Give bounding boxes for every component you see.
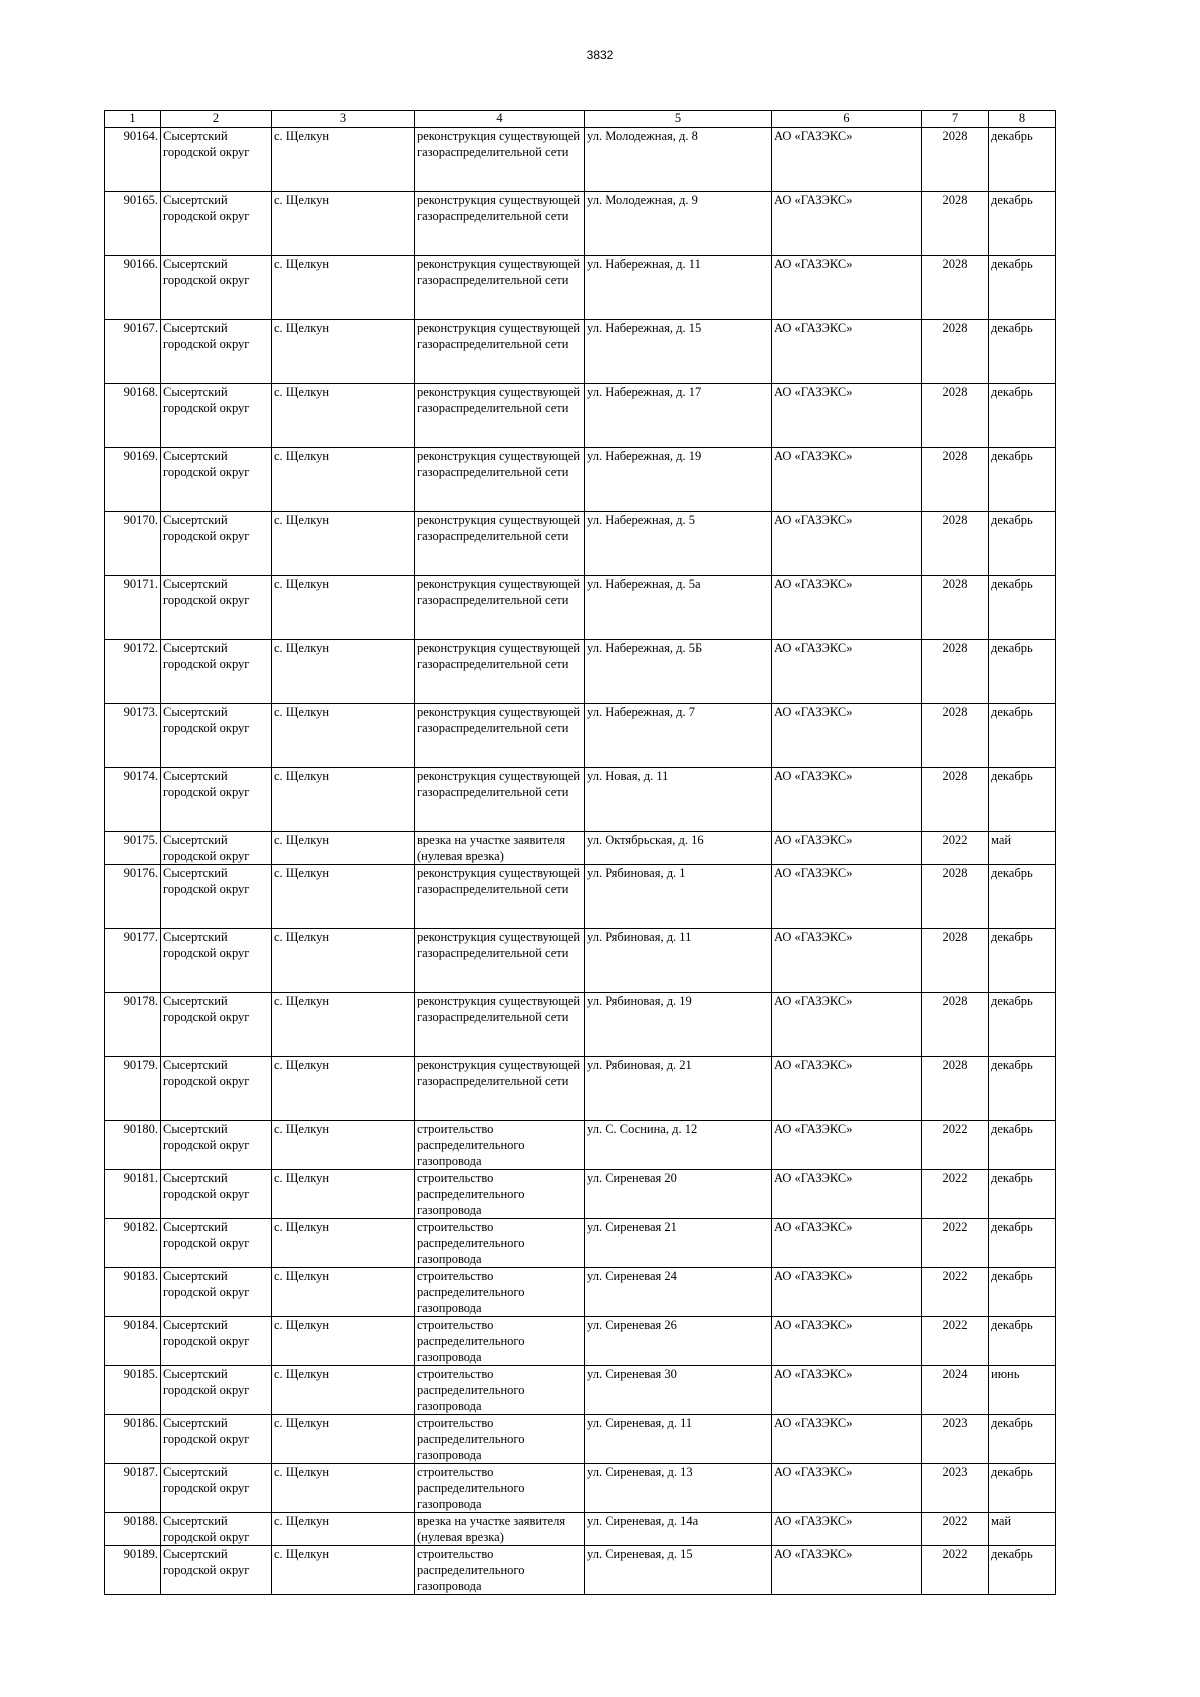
district-cell: Сысертский городской округ xyxy=(161,128,272,192)
month-cell: декабрь xyxy=(989,1464,1056,1513)
row-number-cell: 90170. xyxy=(105,512,161,576)
table-row xyxy=(105,1366,1056,1415)
district-cell: Сысертский городской округ xyxy=(161,768,272,832)
year-cell: 2023 xyxy=(922,1415,989,1464)
district-cell: Сысертский городской округ xyxy=(161,832,272,865)
row-number-cell: 90178. xyxy=(105,993,161,1057)
organization-cell: АО «ГАЗЭКС» xyxy=(772,832,922,865)
table-row xyxy=(105,1268,1056,1317)
year-cell: 2028 xyxy=(922,865,989,929)
organization-cell: АО «ГАЗЭКС» xyxy=(772,448,922,512)
organization-cell: АО «ГАЗЭКС» xyxy=(772,1057,922,1121)
work-type-cell: врезка на участке заявителя (нулевая врезка) xyxy=(415,832,585,865)
table-row xyxy=(105,192,1056,256)
year-cell: 2028 xyxy=(922,1057,989,1121)
work-type-cell: реконструкция существующей газораспределительной сети xyxy=(415,1057,585,1121)
month-cell: июнь xyxy=(989,1366,1056,1415)
district-cell: Сысертский городской округ xyxy=(161,1415,272,1464)
address-cell: ул. Сиреневая, д. 11 xyxy=(585,1415,772,1464)
organization-cell: АО «ГАЗЭКС» xyxy=(772,576,922,640)
address-cell: ул. С. Соснина, д. 12 xyxy=(585,1121,772,1170)
row-number-cell: 90166. xyxy=(105,256,161,320)
locality-cell: с. Щелкун xyxy=(272,512,415,576)
table-row xyxy=(105,1415,1056,1464)
gas-register-table xyxy=(104,110,1056,1595)
work-type-cell: реконструкция существующей газораспределительной сети xyxy=(415,993,585,1057)
district-cell: Сысертский городской округ xyxy=(161,1170,272,1219)
address-cell: ул. Набережная, д. 17 xyxy=(585,384,772,448)
district-cell: Сысертский городской округ xyxy=(161,192,272,256)
row-number-cell: 90189. xyxy=(105,1546,161,1595)
table-row xyxy=(105,1057,1056,1121)
locality-cell: с. Щелкун xyxy=(272,832,415,865)
district-cell: Сысертский городской округ xyxy=(161,1546,272,1595)
month-cell: декабрь xyxy=(989,1268,1056,1317)
locality-cell: с. Щелкун xyxy=(272,768,415,832)
year-cell: 2022 xyxy=(922,1219,989,1268)
column-number-row xyxy=(105,111,1056,128)
district-cell: Сысертский городской округ xyxy=(161,320,272,384)
month-cell: декабрь xyxy=(989,704,1056,768)
year-cell: 2028 xyxy=(922,929,989,993)
work-type-cell: строительство распределительного газопровода xyxy=(415,1546,585,1595)
work-type-cell: строительство распределительного газопровода xyxy=(415,1219,585,1268)
work-type-cell: строительство распределительного газопровода xyxy=(415,1268,585,1317)
row-number-cell: 90173. xyxy=(105,704,161,768)
work-type-cell: реконструкция существующей газораспределительной сети xyxy=(415,704,585,768)
organization-cell: АО «ГАЗЭКС» xyxy=(772,1317,922,1366)
district-cell: Сысертский городской округ xyxy=(161,1464,272,1513)
district-cell: Сысертский городской округ xyxy=(161,704,272,768)
work-type-cell: реконструкция существующей газораспределительной сети xyxy=(415,512,585,576)
column-header: 7 xyxy=(922,111,989,128)
month-cell: декабрь xyxy=(989,1546,1056,1595)
table-row xyxy=(105,1546,1056,1595)
month-cell: декабрь xyxy=(989,1317,1056,1366)
month-cell: декабрь xyxy=(989,1219,1056,1268)
year-cell: 2022 xyxy=(922,1317,989,1366)
locality-cell: с. Щелкун xyxy=(272,1546,415,1595)
organization-cell: АО «ГАЗЭКС» xyxy=(772,1170,922,1219)
year-cell: 2028 xyxy=(922,128,989,192)
address-cell: ул. Набережная, д. 15 xyxy=(585,320,772,384)
row-number-cell: 90172. xyxy=(105,640,161,704)
district-cell: Сысертский городской округ xyxy=(161,1513,272,1546)
organization-cell: АО «ГАЗЭКС» xyxy=(772,1219,922,1268)
address-cell: ул. Набережная, д. 11 xyxy=(585,256,772,320)
locality-cell: с. Щелкун xyxy=(272,1317,415,1366)
locality-cell: с. Щелкун xyxy=(272,576,415,640)
column-header: 1 xyxy=(105,111,161,128)
column-header: 3 xyxy=(272,111,415,128)
organization-cell: АО «ГАЗЭКС» xyxy=(772,128,922,192)
locality-cell: с. Щелкун xyxy=(272,1219,415,1268)
organization-cell: АО «ГАЗЭКС» xyxy=(772,640,922,704)
locality-cell: с. Щелкун xyxy=(272,320,415,384)
work-type-cell: реконструкция существующей газораспределительной сети xyxy=(415,576,585,640)
locality-cell: с. Щелкун xyxy=(272,1415,415,1464)
month-cell: декабрь xyxy=(989,1415,1056,1464)
row-number-cell: 90168. xyxy=(105,384,161,448)
table-row xyxy=(105,768,1056,832)
work-type-cell: реконструкция существующей газораспределительной сети xyxy=(415,384,585,448)
table-row xyxy=(105,128,1056,192)
month-cell: май xyxy=(989,832,1056,865)
table-row xyxy=(105,640,1056,704)
year-cell: 2024 xyxy=(922,1366,989,1415)
row-number-cell: 90179. xyxy=(105,1057,161,1121)
district-cell: Сысертский городской округ xyxy=(161,929,272,993)
month-cell: декабрь xyxy=(989,320,1056,384)
table-row xyxy=(105,865,1056,929)
month-cell: декабрь xyxy=(989,512,1056,576)
address-cell: ул. Новая, д. 11 xyxy=(585,768,772,832)
locality-cell: с. Щелкун xyxy=(272,865,415,929)
district-cell: Сысертский городской округ xyxy=(161,640,272,704)
year-cell: 2023 xyxy=(922,1464,989,1513)
locality-cell: с. Щелкун xyxy=(272,993,415,1057)
column-header: 6 xyxy=(772,111,922,128)
work-type-cell: строительство распределительного газопровода xyxy=(415,1317,585,1366)
month-cell: декабрь xyxy=(989,576,1056,640)
organization-cell: АО «ГАЗЭКС» xyxy=(772,865,922,929)
year-cell: 2028 xyxy=(922,640,989,704)
organization-cell: АО «ГАЗЭКС» xyxy=(772,256,922,320)
year-cell: 2028 xyxy=(922,320,989,384)
locality-cell: с. Щелкун xyxy=(272,1121,415,1170)
year-cell: 2022 xyxy=(922,1546,989,1595)
month-cell: декабрь xyxy=(989,192,1056,256)
table-row xyxy=(105,1219,1056,1268)
row-number-cell: 90174. xyxy=(105,768,161,832)
month-cell: декабрь xyxy=(989,993,1056,1057)
row-number-cell: 90164. xyxy=(105,128,161,192)
district-cell: Сысертский городской округ xyxy=(161,384,272,448)
column-header: 8 xyxy=(989,111,1056,128)
district-cell: Сысертский городской округ xyxy=(161,1121,272,1170)
month-cell: декабрь xyxy=(989,128,1056,192)
row-number-cell: 90182. xyxy=(105,1219,161,1268)
year-cell: 2028 xyxy=(922,448,989,512)
address-cell: ул. Сиреневая 20 xyxy=(585,1170,772,1219)
year-cell: 2028 xyxy=(922,384,989,448)
district-cell: Сысертский городской округ xyxy=(161,1317,272,1366)
address-cell: ул. Молодежная, д. 8 xyxy=(585,128,772,192)
address-cell: ул. Рябиновая, д. 21 xyxy=(585,1057,772,1121)
year-cell: 2028 xyxy=(922,192,989,256)
address-cell: ул. Сиреневая 21 xyxy=(585,1219,772,1268)
row-number-cell: 90167. xyxy=(105,320,161,384)
district-cell: Сысертский городской округ xyxy=(161,256,272,320)
year-cell: 2022 xyxy=(922,1513,989,1546)
organization-cell: АО «ГАЗЭКС» xyxy=(772,1546,922,1595)
month-cell: декабрь xyxy=(989,929,1056,993)
work-type-cell: реконструкция существующей газораспределительной сети xyxy=(415,768,585,832)
locality-cell: с. Щелкун xyxy=(272,128,415,192)
locality-cell: с. Щелкун xyxy=(272,1513,415,1546)
row-number-cell: 90181. xyxy=(105,1170,161,1219)
district-cell: Сысертский городской округ xyxy=(161,865,272,929)
organization-cell: АО «ГАЗЭКС» xyxy=(772,384,922,448)
organization-cell: АО «ГАЗЭКС» xyxy=(772,929,922,993)
month-cell: декабрь xyxy=(989,1121,1056,1170)
organization-cell: АО «ГАЗЭКС» xyxy=(772,1513,922,1546)
district-cell: Сысертский городской округ xyxy=(161,1366,272,1415)
district-cell: Сысертский городской округ xyxy=(161,448,272,512)
row-number-cell: 90165. xyxy=(105,192,161,256)
row-number-cell: 90176. xyxy=(105,865,161,929)
locality-cell: с. Щелкун xyxy=(272,1170,415,1219)
address-cell: ул. Рябиновая, д. 19 xyxy=(585,993,772,1057)
row-number-cell: 90177. xyxy=(105,929,161,993)
month-cell: декабрь xyxy=(989,448,1056,512)
table-row xyxy=(105,1513,1056,1546)
work-type-cell: реконструкция существующей газораспределительной сети xyxy=(415,448,585,512)
work-type-cell: реконструкция существующей газораспределительной сети xyxy=(415,192,585,256)
organization-cell: АО «ГАЗЭКС» xyxy=(772,993,922,1057)
row-number-cell: 90183. xyxy=(105,1268,161,1317)
address-cell: ул. Набережная, д. 19 xyxy=(585,448,772,512)
year-cell: 2028 xyxy=(922,768,989,832)
district-cell: Сысертский городской округ xyxy=(161,576,272,640)
locality-cell: с. Щелкун xyxy=(272,1268,415,1317)
table-row xyxy=(105,1464,1056,1513)
locality-cell: с. Щелкун xyxy=(272,704,415,768)
table-row xyxy=(105,512,1056,576)
row-number-cell: 90169. xyxy=(105,448,161,512)
work-type-cell: строительство распределительного газопровода xyxy=(415,1366,585,1415)
address-cell: ул. Сиреневая 26 xyxy=(585,1317,772,1366)
month-cell: декабрь xyxy=(989,256,1056,320)
work-type-cell: реконструкция существующей газораспределительной сети xyxy=(415,128,585,192)
month-cell: декабрь xyxy=(989,1170,1056,1219)
table-row xyxy=(105,384,1056,448)
row-number-cell: 90184. xyxy=(105,1317,161,1366)
address-cell: ул. Рябиновая, д. 11 xyxy=(585,929,772,993)
district-cell: Сысертский городской округ xyxy=(161,1057,272,1121)
district-cell: Сысертский городской округ xyxy=(161,993,272,1057)
row-number-cell: 90188. xyxy=(105,1513,161,1546)
address-cell: ул. Сиреневая, д. 15 xyxy=(585,1546,772,1595)
year-cell: 2028 xyxy=(922,256,989,320)
table-row xyxy=(105,256,1056,320)
column-header: 2 xyxy=(161,111,272,128)
organization-cell: АО «ГАЗЭКС» xyxy=(772,1121,922,1170)
table-body xyxy=(105,128,1056,1595)
year-cell: 2022 xyxy=(922,832,989,865)
locality-cell: с. Щелкун xyxy=(272,256,415,320)
work-type-cell: строительство распределительного газопровода xyxy=(415,1121,585,1170)
address-cell: ул. Сиреневая, д. 14а xyxy=(585,1513,772,1546)
locality-cell: с. Щелкун xyxy=(272,192,415,256)
table-row xyxy=(105,993,1056,1057)
organization-cell: АО «ГАЗЭКС» xyxy=(772,1415,922,1464)
year-cell: 2022 xyxy=(922,1170,989,1219)
work-type-cell: строительство распределительного газопровода xyxy=(415,1170,585,1219)
row-number-cell: 90185. xyxy=(105,1366,161,1415)
work-type-cell: реконструкция существующей газораспределительной сети xyxy=(415,865,585,929)
address-cell: ул. Сиреневая, д. 13 xyxy=(585,1464,772,1513)
work-type-cell: реконструкция существующей газораспределительной сети xyxy=(415,640,585,704)
table-row xyxy=(105,704,1056,768)
organization-cell: АО «ГАЗЭКС» xyxy=(772,1268,922,1317)
table-row xyxy=(105,1317,1056,1366)
page-number: 3832 xyxy=(586,48,614,62)
locality-cell: с. Щелкун xyxy=(272,1366,415,1415)
locality-cell: с. Щелкун xyxy=(272,1464,415,1513)
organization-cell: АО «ГАЗЭКС» xyxy=(772,1366,922,1415)
month-cell: декабрь xyxy=(989,768,1056,832)
table-row xyxy=(105,320,1056,384)
address-cell: ул. Набережная, д. 7 xyxy=(585,704,772,768)
address-cell: ул. Сиреневая 30 xyxy=(585,1366,772,1415)
year-cell: 2022 xyxy=(922,1121,989,1170)
year-cell: 2028 xyxy=(922,576,989,640)
locality-cell: с. Щелкун xyxy=(272,1057,415,1121)
year-cell: 2028 xyxy=(922,993,989,1057)
row-number-cell: 90187. xyxy=(105,1464,161,1513)
address-cell: ул. Октябрьская, д. 16 xyxy=(585,832,772,865)
work-type-cell: реконструкция существующей газораспределительной сети xyxy=(415,320,585,384)
address-cell: ул. Набережная, д. 5Б xyxy=(585,640,772,704)
month-cell: май xyxy=(989,1513,1056,1546)
work-type-cell: врезка на участке заявителя (нулевая врезка) xyxy=(415,1513,585,1546)
work-type-cell: реконструкция существующей газораспределительной сети xyxy=(415,929,585,993)
district-cell: Сысертский городской округ xyxy=(161,1268,272,1317)
district-cell: Сысертский городской округ xyxy=(161,1219,272,1268)
column-header: 5 xyxy=(585,111,772,128)
address-cell: ул. Набережная, д. 5 xyxy=(585,512,772,576)
row-number-cell: 90180. xyxy=(105,1121,161,1170)
month-cell: декабрь xyxy=(989,640,1056,704)
month-cell: декабрь xyxy=(989,1057,1056,1121)
year-cell: 2028 xyxy=(922,704,989,768)
year-cell: 2028 xyxy=(922,512,989,576)
organization-cell: АО «ГАЗЭКС» xyxy=(772,512,922,576)
month-cell: декабрь xyxy=(989,865,1056,929)
address-cell: ул. Молодежная, д. 9 xyxy=(585,192,772,256)
work-type-cell: реконструкция существующей газораспределительной сети xyxy=(415,256,585,320)
work-type-cell: строительство распределительного газопровода xyxy=(415,1464,585,1513)
address-cell: ул. Рябиновая, д. 1 xyxy=(585,865,772,929)
locality-cell: с. Щелкун xyxy=(272,448,415,512)
table-row xyxy=(105,929,1056,993)
organization-cell: АО «ГАЗЭКС» xyxy=(772,1464,922,1513)
table-row xyxy=(105,1121,1056,1170)
organization-cell: АО «ГАЗЭКС» xyxy=(772,704,922,768)
locality-cell: с. Щелкун xyxy=(272,929,415,993)
row-number-cell: 90186. xyxy=(105,1415,161,1464)
locality-cell: с. Щелкун xyxy=(272,640,415,704)
table-row xyxy=(105,448,1056,512)
organization-cell: АО «ГАЗЭКС» xyxy=(772,320,922,384)
column-header: 4 xyxy=(415,111,585,128)
year-cell: 2022 xyxy=(922,1268,989,1317)
address-cell: ул. Сиреневая 24 xyxy=(585,1268,772,1317)
row-number-cell: 90175. xyxy=(105,832,161,865)
table-row xyxy=(105,576,1056,640)
row-number-cell: 90171. xyxy=(105,576,161,640)
locality-cell: с. Щелкун xyxy=(272,384,415,448)
table-row xyxy=(105,832,1056,865)
organization-cell: АО «ГАЗЭКС» xyxy=(772,192,922,256)
work-type-cell: строительство распределительного газопровода xyxy=(415,1415,585,1464)
organization-cell: АО «ГАЗЭКС» xyxy=(772,768,922,832)
month-cell: декабрь xyxy=(989,384,1056,448)
address-cell: ул. Набережная, д. 5а xyxy=(585,576,772,640)
district-cell: Сысертский городской округ xyxy=(161,512,272,576)
table-row xyxy=(105,1170,1056,1219)
